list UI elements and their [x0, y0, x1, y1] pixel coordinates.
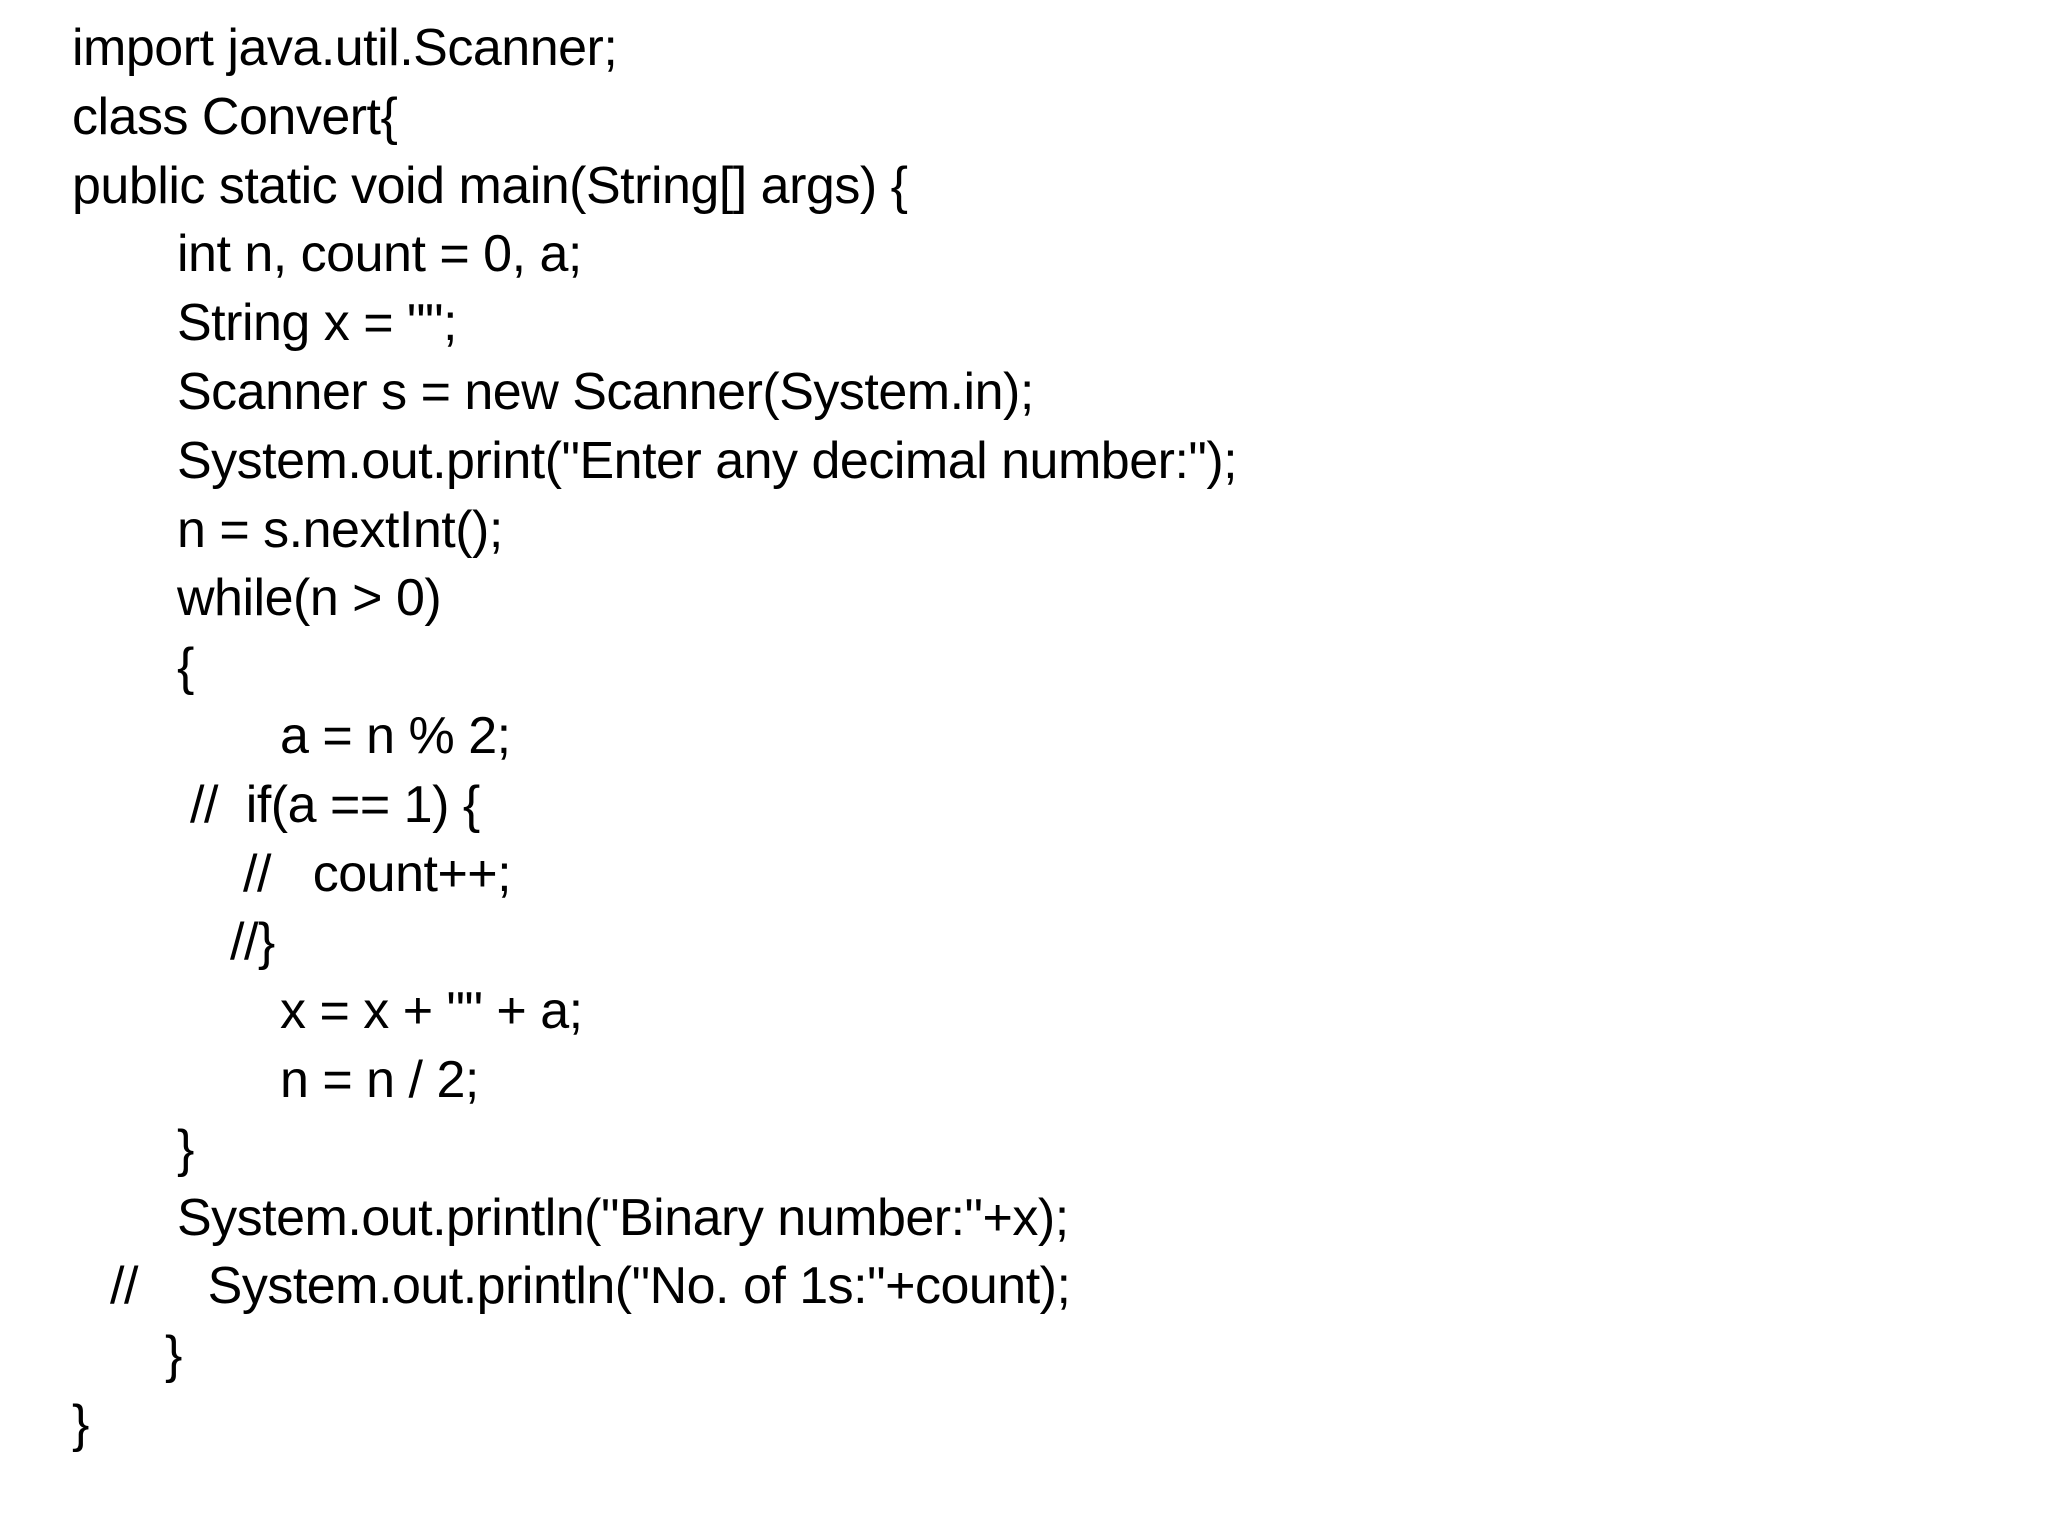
code-line-10: { [177, 638, 194, 696]
code-line-14: //} [230, 913, 275, 971]
code-line-1: import java.util.Scanner; [72, 19, 618, 77]
code-line-15: x = x + "" + a; [280, 982, 583, 1040]
code-line-7: System.out.print("Enter any decimal number:"); [177, 432, 1238, 490]
code-line-4: int n, count = 0, a; [177, 225, 582, 283]
code-line-21: } [72, 1395, 89, 1453]
code-line-12: // if(a == 1) { [190, 776, 480, 834]
code-line-6: Scanner s = new Scanner(System.in); [177, 363, 1034, 421]
code-line-2: class Convert{ [72, 88, 398, 146]
code-line-19: // System.out.println("No. of 1s:"+count); [110, 1257, 1071, 1315]
code-line-3: public static void main(String[] args) { [72, 157, 908, 215]
code-line-9: while(n > 0) [177, 569, 442, 627]
code-line-11: a = n % 2; [280, 707, 511, 765]
code-line-13: // count++; [243, 845, 512, 903]
code-line-5: String x = ""; [177, 294, 457, 352]
code-line-17: } [177, 1120, 194, 1178]
code-line-8: n = s.nextInt(); [177, 501, 503, 559]
code-line-16: n = n / 2; [280, 1051, 479, 1109]
code-line-20: } [165, 1326, 182, 1384]
code-line-18: System.out.println("Binary number:"+x); [177, 1189, 1069, 1247]
